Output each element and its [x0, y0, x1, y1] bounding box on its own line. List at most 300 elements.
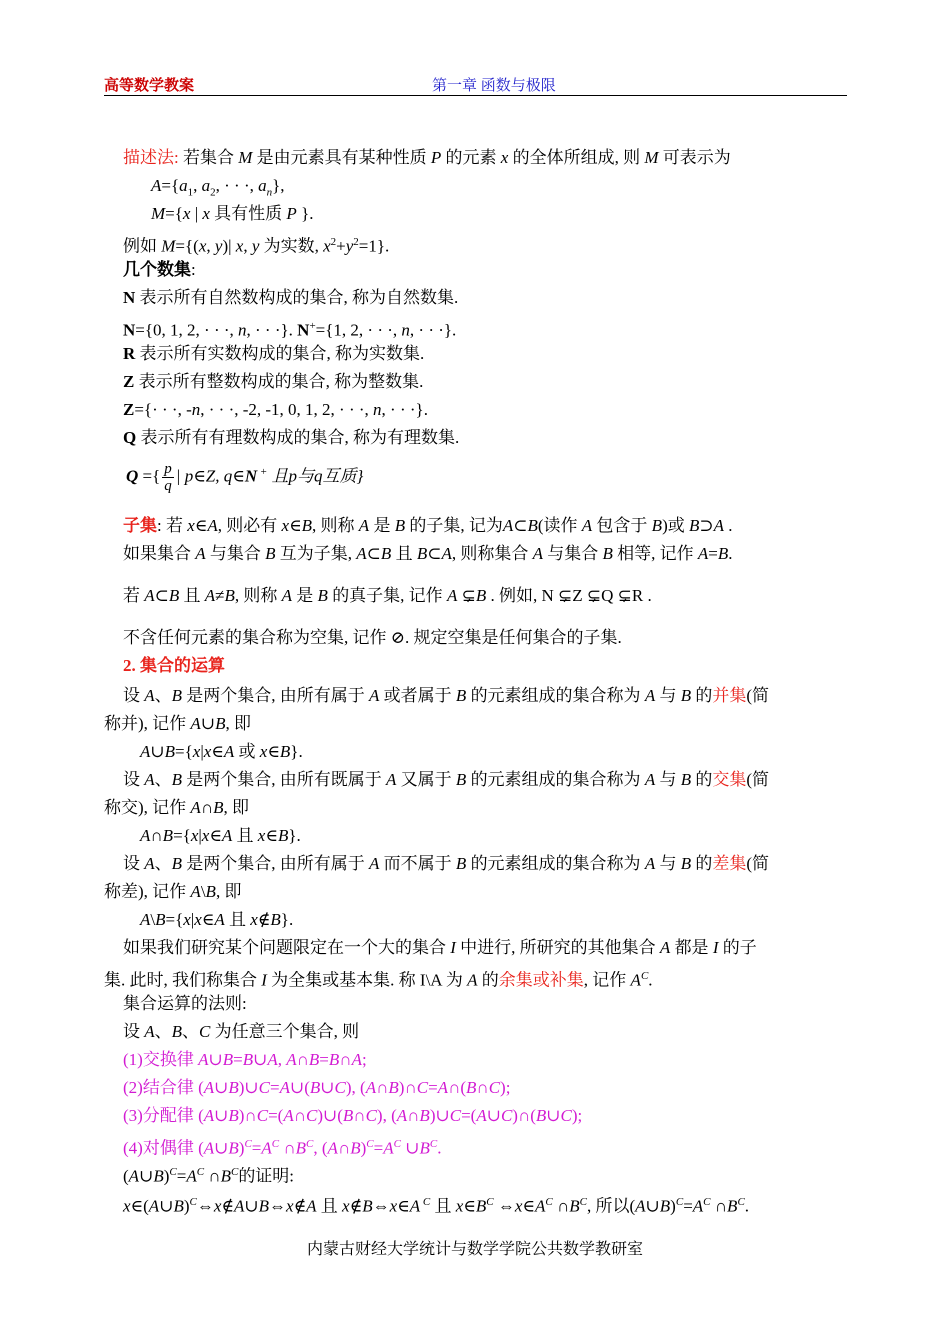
- text-run: ∩: [552, 1196, 570, 1216]
- text-run: B: [213, 798, 224, 817]
- text-run: C: [256, 1106, 269, 1125]
- text-run: 且: [430, 1196, 456, 1216]
- text-line: [104, 881, 241, 903]
- text-run: A: [351, 1050, 362, 1069]
- text-run: a: [201, 176, 211, 195]
- text-run: B: [394, 516, 406, 535]
- text-run: |: [198, 826, 202, 845]
- text-run: B: [317, 586, 328, 605]
- text-run: C: [449, 1106, 462, 1125]
- text-run: A: [365, 1078, 377, 1097]
- text-run: B: [270, 910, 281, 929]
- text-run: A: [581, 516, 593, 535]
- text-run: |: [190, 204, 203, 223]
- text-run: A: [386, 770, 397, 789]
- text-run: A: [279, 1078, 290, 1097]
- text-run: C: [579, 1196, 587, 1208]
- text-run: A: [233, 1196, 245, 1216]
- text-run: C: [737, 1196, 745, 1208]
- text-run: (简: [746, 686, 770, 705]
- text-run: 为任意三个集合, 则: [210, 1022, 360, 1041]
- text-run: ∩: [407, 1106, 420, 1125]
- text-run: B: [171, 686, 183, 705]
- text-run: ⇔: [269, 1196, 287, 1216]
- text-run: 具有性质: [209, 204, 287, 223]
- text-run: B: [380, 544, 392, 563]
- text-run: R: [123, 344, 136, 363]
- text-run: B: [215, 714, 226, 733]
- text-run: x: [194, 910, 202, 929]
- text-run: (读作: [537, 516, 582, 535]
- text-run: A: [186, 1166, 197, 1186]
- text-run: , · · ·}.: [381, 400, 428, 419]
- text-run: ∉: [221, 1196, 234, 1216]
- text-run: );: [571, 1106, 583, 1125]
- text-line: [123, 685, 769, 707]
- text-run: A: [214, 910, 225, 929]
- text-run: A: [223, 742, 235, 761]
- text-run: 差集: [712, 854, 747, 873]
- text-run: 为实数,: [259, 236, 324, 256]
- text-run: M: [644, 148, 659, 167]
- text-line: [123, 147, 731, 169]
- text-run: ∈: [265, 826, 278, 845]
- text-run: 、: [154, 854, 172, 873]
- text-line: [123, 1133, 441, 1160]
- text-line: [151, 203, 313, 225]
- text-run: P: [430, 148, 442, 167]
- text-line: [140, 825, 301, 847]
- text-run: A: [644, 686, 656, 705]
- text-run: (: [123, 1166, 129, 1186]
- text-run: )∩(: [512, 1106, 536, 1125]
- text-run: A: [441, 544, 452, 563]
- text-run: =: [708, 544, 718, 563]
- text-run: ,: [193, 176, 202, 195]
- text-run: x: [190, 826, 199, 845]
- text-run: 为全集或基本集. 称 I\A 为: [266, 970, 468, 990]
- text-run: C: [420, 1196, 431, 1208]
- text-run: ∪: [159, 1196, 174, 1216]
- text-run: 的: [477, 970, 499, 990]
- text-line: [123, 287, 458, 309]
- text-run: ∈: [522, 1196, 535, 1216]
- text-run: 若集合: [182, 148, 239, 167]
- text-run: B: [419, 1138, 430, 1158]
- text-run: ∉: [257, 910, 271, 929]
- text-run: ∪: [208, 1050, 223, 1069]
- page-footer: 内蒙古财经大学统计与数学学院公共数学教研室: [306, 1241, 643, 1258]
- text-run: ): [238, 1138, 245, 1158]
- text-run: ∩: [476, 1078, 489, 1097]
- text-run: n: [401, 320, 410, 340]
- text-run: B: [222, 1050, 234, 1069]
- text-run: A: [356, 544, 367, 563]
- text-run: 与集合: [205, 544, 266, 563]
- text-run: ⊂: [427, 544, 442, 563]
- text-line: [123, 399, 428, 421]
- text-run: A: [221, 826, 233, 845]
- text-run: B: [265, 544, 276, 563]
- text-run: C: [199, 1022, 211, 1041]
- text-run: 2: [210, 186, 216, 199]
- text-run: ,: [277, 1050, 287, 1069]
- text-line: [123, 543, 733, 565]
- text-run: 与: [655, 770, 681, 789]
- text-run: =: [319, 1050, 329, 1069]
- text-run: B: [277, 826, 289, 845]
- text-run: A: [534, 1196, 546, 1216]
- text-run: =: [233, 1050, 243, 1069]
- text-run: 是: [369, 516, 395, 535]
- text-run: 包含于: [592, 516, 652, 535]
- header-rule: [104, 95, 847, 96]
- text-run: x: [203, 742, 212, 761]
- text-run: ): [163, 1166, 170, 1186]
- text-run: 的元素组成的集合称为: [466, 770, 645, 789]
- text-run: ∩: [204, 1166, 221, 1186]
- text-run: 相等, 记作: [612, 544, 698, 563]
- text-run: B: [162, 826, 174, 845]
- text-run: B: [328, 1050, 340, 1069]
- text-run: B: [416, 544, 428, 563]
- text-run: ∩: [200, 798, 214, 817]
- text-run: x: [192, 742, 201, 761]
- text-run: C: [703, 1196, 711, 1208]
- text-run: ⊊: [457, 586, 476, 605]
- text-run: A: [203, 1078, 215, 1097]
- text-run: (2)结合律 (: [123, 1078, 204, 1097]
- text-run: ={: [173, 826, 191, 845]
- text-run: A: [203, 1106, 215, 1125]
- text-run: . 例如, N ⊊Z ⊊Q ⊊R .: [486, 586, 652, 605]
- text-run: n: [238, 320, 247, 340]
- text-run: x: [281, 516, 290, 535]
- text-run: B: [659, 1196, 671, 1216]
- text-run: ): [183, 1196, 190, 1216]
- text-line: [123, 515, 733, 537]
- text-run: ⊂: [366, 544, 381, 563]
- text-run: 与集合: [542, 544, 603, 563]
- text-run: ={: [165, 204, 183, 223]
- text-run: .: [724, 516, 733, 535]
- text-run: I: [712, 938, 719, 957]
- text-run: 集合运算的法则:: [123, 994, 247, 1013]
- text-line: [123, 1191, 749, 1218]
- text-run: n: [191, 400, 201, 419]
- text-run: B: [242, 1050, 254, 1069]
- text-line: [140, 741, 303, 763]
- text-run: B: [171, 770, 183, 789]
- text-run: )|: [222, 236, 236, 256]
- text-run: C: [486, 1196, 494, 1208]
- text-run: B: [388, 1078, 399, 1097]
- text-run: A: [190, 714, 201, 733]
- text-run: B: [350, 1138, 361, 1158]
- text-line: [123, 259, 196, 281]
- text-run: 的全体所组成, 则: [508, 148, 645, 167]
- text-run: x: [514, 1196, 523, 1216]
- text-run: B: [171, 1022, 183, 1041]
- text-run: A: [396, 1106, 408, 1125]
- text-run: \: [150, 910, 156, 929]
- text-run: ∩: [710, 1196, 728, 1216]
- text-line: [104, 713, 251, 735]
- text-run: B: [680, 686, 692, 705]
- text-run: B: [727, 1196, 738, 1216]
- text-line: [140, 909, 293, 931]
- text-run: x: [389, 1196, 398, 1216]
- text-run: ={1, 2, · · ·,: [315, 320, 402, 340]
- text-run: 2. 集合的运算: [123, 656, 225, 675]
- text-run: x: [250, 910, 258, 929]
- text-run: B: [173, 1196, 184, 1216]
- text-run: ∩: [296, 1050, 309, 1069]
- text-run: B: [220, 1166, 231, 1186]
- text-run: ∈: [289, 516, 302, 535]
- text-run: A: [635, 1196, 646, 1216]
- text-run: =: [251, 1138, 262, 1158]
- text-run: ∩: [337, 1138, 351, 1158]
- text-run: C: [640, 970, 649, 982]
- text-run: B: [309, 1078, 321, 1097]
- text-run: x: [257, 826, 266, 845]
- text-run: 若: [123, 586, 145, 605]
- text-run: ∪: [253, 1050, 268, 1069]
- text-run: x: [123, 1196, 131, 1216]
- text-line: [123, 343, 424, 365]
- text-run: ∈: [194, 516, 208, 535]
- text-run: ∪: [214, 1138, 229, 1158]
- text-run: 例如: [123, 236, 162, 256]
- text-run: .: [744, 1196, 750, 1216]
- text-run: C: [365, 1106, 377, 1125]
- text-line: [123, 231, 389, 258]
- text-run: ∪: [244, 1196, 259, 1216]
- text-run: B: [680, 770, 692, 789]
- text-run: 且: [391, 544, 417, 563]
- text-run: A: [286, 1050, 297, 1069]
- text-run: B: [308, 1050, 320, 1069]
- text-run: , 即: [225, 714, 251, 733]
- text-run: ): [670, 1196, 676, 1216]
- text-run: )∩: [398, 1078, 417, 1097]
- text-run: 且: [232, 826, 258, 845]
- text-run: ∩: [279, 1138, 296, 1158]
- text-run: ∈: [209, 826, 222, 845]
- text-run: A: [198, 1050, 209, 1069]
- text-run: A: [148, 1196, 160, 1216]
- text-run: ∪: [320, 1078, 335, 1097]
- text-run: A: [659, 938, 671, 957]
- text-run: =: [428, 1078, 438, 1097]
- text-run: )∪(: [317, 1106, 343, 1125]
- text-run: (简: [746, 854, 770, 873]
- text-line: [123, 315, 456, 342]
- text-run: B: [466, 1078, 477, 1097]
- text-run: P: [286, 204, 297, 223]
- text-line: [123, 1161, 294, 1188]
- text-run: B: [527, 516, 538, 535]
- text-run: A: [369, 686, 380, 705]
- text-run: 设: [123, 1022, 145, 1041]
- text-run: C: [244, 1138, 252, 1150]
- text-run: ∩: [376, 1078, 389, 1097]
- text-run: .: [728, 544, 733, 563]
- text-run: ⊃: [699, 516, 714, 535]
- text-run: N: [123, 288, 136, 307]
- text-run: B: [228, 1138, 239, 1158]
- text-run: C: [366, 1138, 374, 1150]
- text-run: A: [327, 1138, 338, 1158]
- text-run: 交集: [712, 770, 747, 789]
- text-run: C: [169, 1166, 177, 1178]
- text-run: 且: [179, 586, 205, 605]
- text-run: 1: [187, 186, 194, 199]
- text-run: (3)分配律 (: [123, 1106, 204, 1125]
- text-run: x: [183, 910, 191, 929]
- text-run: A: [697, 544, 709, 563]
- text-run: , · · ·,: [215, 176, 259, 195]
- text-line: [123, 853, 769, 875]
- text-run: ={: [161, 176, 180, 195]
- n-symbol: N: [244, 466, 258, 486]
- text-run: M: [161, 236, 176, 256]
- text-run: 又属于: [396, 770, 456, 789]
- text-run: C: [306, 1138, 314, 1150]
- q-symbol: Q: [126, 466, 139, 486]
- text-run: A: [476, 1106, 487, 1125]
- text-run: 子集: [123, 516, 157, 535]
- text-run: 、: [154, 1022, 172, 1041]
- text-run: B: [153, 1166, 164, 1186]
- text-run: ∩: [339, 1050, 352, 1069]
- text-run: 是两个集合, 由所有属于: [182, 854, 370, 873]
- text-run: ,: [206, 236, 215, 256]
- text-run: , 则称: [234, 586, 282, 605]
- text-run: ∪: [645, 1196, 660, 1216]
- text-run: A: [502, 516, 514, 535]
- fraction-numerator: p: [164, 461, 172, 477]
- text-line: [123, 427, 459, 449]
- text-run: 描述法:: [123, 148, 183, 167]
- text-run: ), (: [345, 1078, 366, 1097]
- text-run: Z: [123, 400, 135, 419]
- text-run: 设: [123, 686, 145, 705]
- text-run: =1}.: [358, 236, 390, 256]
- text-run: B: [455, 686, 467, 705]
- fraction-denominator: q: [164, 478, 172, 494]
- text-run: A: [151, 176, 162, 195]
- text-run: (简: [746, 770, 770, 789]
- text-run: ={(: [175, 236, 199, 256]
- text-run: ∪: [200, 714, 216, 733]
- text-run: 与: [655, 686, 681, 705]
- text-run: 的证明:: [238, 1166, 295, 1186]
- text-run: B: [569, 1196, 580, 1216]
- text-run: B: [295, 1138, 307, 1158]
- text-run: ∪: [486, 1106, 501, 1125]
- text-run: ⇔: [196, 1196, 214, 1216]
- text-run: )或: [662, 516, 689, 535]
- text-run: (1)交换律: [123, 1050, 199, 1069]
- text-run: C: [429, 1138, 438, 1150]
- text-run: 的真子集, 记作: [327, 586, 447, 605]
- text-line: [123, 1049, 367, 1071]
- text-run: , 则称: [312, 516, 359, 535]
- text-run: 是由元素具有某种性质: [252, 148, 431, 167]
- q-coprime: 且p与q互质}: [267, 466, 364, 486]
- text-run: )∪: [429, 1106, 450, 1125]
- text-run: ⇔: [493, 1196, 515, 1216]
- text-run: x: [500, 148, 509, 167]
- text-run: 或: [234, 742, 260, 761]
- text-run: x: [198, 236, 207, 256]
- text-run: A: [644, 770, 656, 789]
- text-run: A: [692, 1196, 704, 1216]
- text-run: 表示所有实数构成的集合, 称为实数集.: [135, 344, 425, 363]
- text-line: [123, 1105, 582, 1127]
- header-title: 高等数学教案: [104, 78, 195, 94]
- text-run: C: [334, 1078, 346, 1097]
- text-run: 与: [655, 854, 681, 873]
- text-run: ∩: [353, 1106, 366, 1125]
- text-run: 如果我们研究某个问题限定在一个大的集合: [123, 938, 451, 957]
- text-run: 集. 此时, 我们称集合: [104, 970, 262, 990]
- text-run: A: [261, 1138, 272, 1158]
- text-run: ∉: [349, 1196, 363, 1216]
- text-run: : 若: [157, 516, 188, 535]
- text-run: +: [309, 320, 316, 332]
- text-run: C: [488, 1078, 501, 1097]
- text-run: B: [419, 1106, 430, 1125]
- text-run: B: [205, 882, 216, 901]
- text-line: [123, 1021, 359, 1043]
- text-run: B: [680, 854, 692, 873]
- text-run: B: [362, 1196, 373, 1216]
- text-run: 设: [123, 770, 145, 789]
- text-run: A: [140, 910, 151, 929]
- text-run: ∪: [139, 1166, 154, 1186]
- text-run: 的子: [718, 938, 757, 957]
- text-run: A: [358, 516, 370, 535]
- text-run: ⇔: [372, 1196, 390, 1216]
- text-run: B: [688, 516, 700, 535]
- text-run: C: [271, 1138, 280, 1150]
- text-run: n: [373, 400, 382, 419]
- text-run: A: [203, 1138, 215, 1158]
- text-run: Z: [123, 372, 135, 391]
- text-run: I: [261, 970, 267, 990]
- text-run: N: [297, 320, 310, 340]
- text-run: +: [336, 236, 346, 256]
- text-run: ,: [243, 236, 252, 256]
- text-run: x: [455, 1196, 464, 1216]
- text-line: [123, 1077, 510, 1099]
- text-run: )∩: [238, 1106, 257, 1125]
- text-run: x: [201, 826, 210, 845]
- text-run: B: [475, 1196, 487, 1216]
- text-run: C: [545, 1196, 553, 1208]
- text-run: A: [144, 854, 155, 873]
- text-line: [104, 797, 249, 819]
- q-condition: | p∈Z, q∈: [175, 466, 245, 486]
- text-run: , · · ·, -2, -1, 0, 1, 2, · · ·,: [200, 400, 374, 419]
- text-run: 的: [691, 686, 713, 705]
- text-run: A: [467, 970, 478, 990]
- text-run: n: [266, 186, 273, 199]
- text-run: A: [140, 742, 151, 761]
